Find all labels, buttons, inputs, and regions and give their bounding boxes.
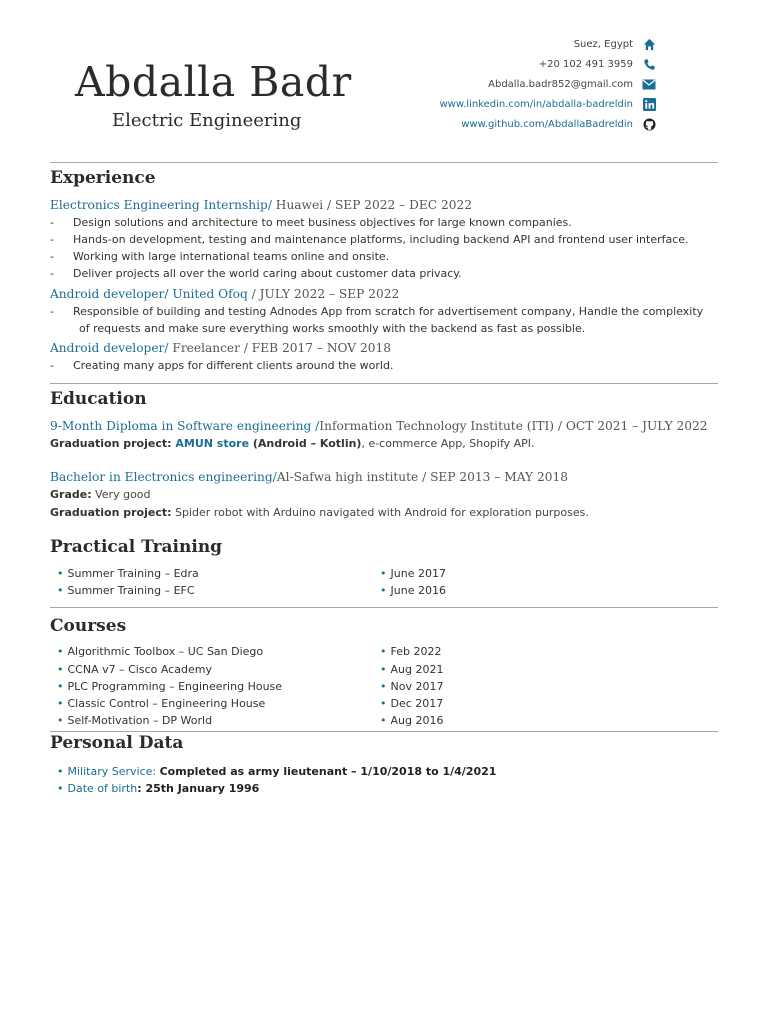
divider: [50, 607, 718, 608]
home-icon: [642, 37, 656, 51]
list-item-continuation: of requests and make sure everything works smoothly with the backend as fast as possible.: [79, 322, 586, 335]
list-item: • PLC Programming – Engineering House: [57, 680, 283, 693]
list-item: - Design solutions and architecture to meet business objectives for large known companies.: [50, 216, 572, 229]
job-2-title: [50, 287, 399, 301]
list-item: • Summer Training – Edra: [57, 567, 199, 580]
training-heading: Practical Training: [50, 537, 223, 557]
email-text[interactable]: Abdalla.badr852@gmail.com: [488, 78, 633, 90]
phone-text: +20 102 491 3959: [538, 58, 633, 70]
list-item: - Creating many apps for different clients around the world.: [50, 359, 394, 372]
github-icon: [642, 117, 656, 131]
list-item: - Working with large international teams online and onsite.: [50, 250, 390, 263]
list-item: • Military Service: Completed as army lieutenant – 1/10/2018 to 1/4/2021: [57, 765, 497, 778]
candidate-title: Electric Engineering: [112, 110, 302, 131]
job-role: Electronics Engineering Internship/: [50, 198, 272, 212]
courses-heading: Courses: [50, 616, 127, 636]
mail-icon: [642, 77, 656, 91]
job-1-title: [50, 198, 472, 212]
phone-icon: [642, 57, 656, 71]
list-item: • Classic Control – Engineering House: [57, 697, 266, 710]
job-role: Android developer/ United Ofoq: [50, 287, 248, 301]
job-detail: / JULY 2022 – SEP 2022: [247, 287, 400, 301]
list-item: • CCNA v7 – Cisco Academy: [57, 663, 212, 676]
bachelor-project: Graduation project: Spider robot with Arduino navigated with Android for exploration purposes.: [50, 506, 589, 519]
contact-list: [440, 34, 634, 134]
experience-heading: Experience: [50, 168, 156, 188]
github-link[interactable]: www.github.com/AbdallaBadreldin: [461, 118, 633, 130]
diploma-project: Graduation project: AMUN store (Android – Kotlin), e-commerce App, Shopify API.: [50, 437, 535, 450]
linkedin-link[interactable]: www.linkedin.com/in/abdalla-badreldin: [439, 98, 633, 110]
candidate-name: Abdalla Badr: [75, 58, 352, 106]
contact-linkedin[interactable]: [440, 94, 634, 114]
list-item-date: • June 2017: [380, 567, 446, 580]
education-heading: Education: [50, 389, 147, 409]
contact-phone: [440, 54, 634, 74]
job-role: Android developer/: [50, 341, 169, 355]
list-item-date: • Aug 2016: [380, 714, 444, 727]
list-item-date: • Dec 2017: [380, 697, 444, 710]
list-item: • Summer Training – EFC: [57, 584, 195, 597]
diploma-title: 9-Month Diploma in Software engineering /Information Technology Institute (ITI) / OCT 2021 – JULY 2022: [50, 419, 708, 433]
list-item: - Deliver projects all over the world caring about customer data privacy.: [50, 267, 462, 280]
location-text: Suez, Egypt: [573, 38, 633, 50]
list-item: • Algorithmic Toolbox – UC San Diego: [57, 645, 264, 658]
bachelor-grade: Grade: Very good: [50, 488, 151, 501]
job-detail: Freelancer / FEB 2017 – NOV 2018: [168, 341, 391, 355]
list-item-date: • Aug 2021: [380, 663, 444, 676]
list-item-date: • June 2016: [380, 584, 446, 597]
divider: [50, 383, 718, 384]
linkedin-icon: [642, 97, 656, 111]
bachelor-title: Bachelor in Electronics engineering/Al-Safwa high institute / SEP 2013 – MAY 2018: [50, 470, 568, 484]
contact-email[interactable]: [440, 74, 634, 94]
job-detail: Huawei / SEP 2022 – DEC 2022: [271, 198, 473, 212]
list-item: - Hands-on development, testing and maintenance platforms, including backend API and frontend user interface.: [50, 233, 689, 246]
list-item: • Self-Motivation – DP World: [57, 714, 213, 727]
divider: [50, 162, 718, 163]
list-item: • Date of birth: 25th January 1996: [57, 782, 260, 795]
contact-location: [440, 34, 634, 54]
personal-heading: Personal Data: [50, 733, 184, 753]
divider: [50, 731, 718, 732]
contact-github[interactable]: [440, 114, 634, 134]
list-item-date: • Feb 2022: [380, 645, 442, 658]
list-item: - Responsible of building and testing Adnodes App from scratch for advertisement company, Handle the complexity: [50, 305, 704, 318]
list-item-date: • Nov 2017: [380, 680, 444, 693]
job-3-title: [50, 341, 391, 355]
